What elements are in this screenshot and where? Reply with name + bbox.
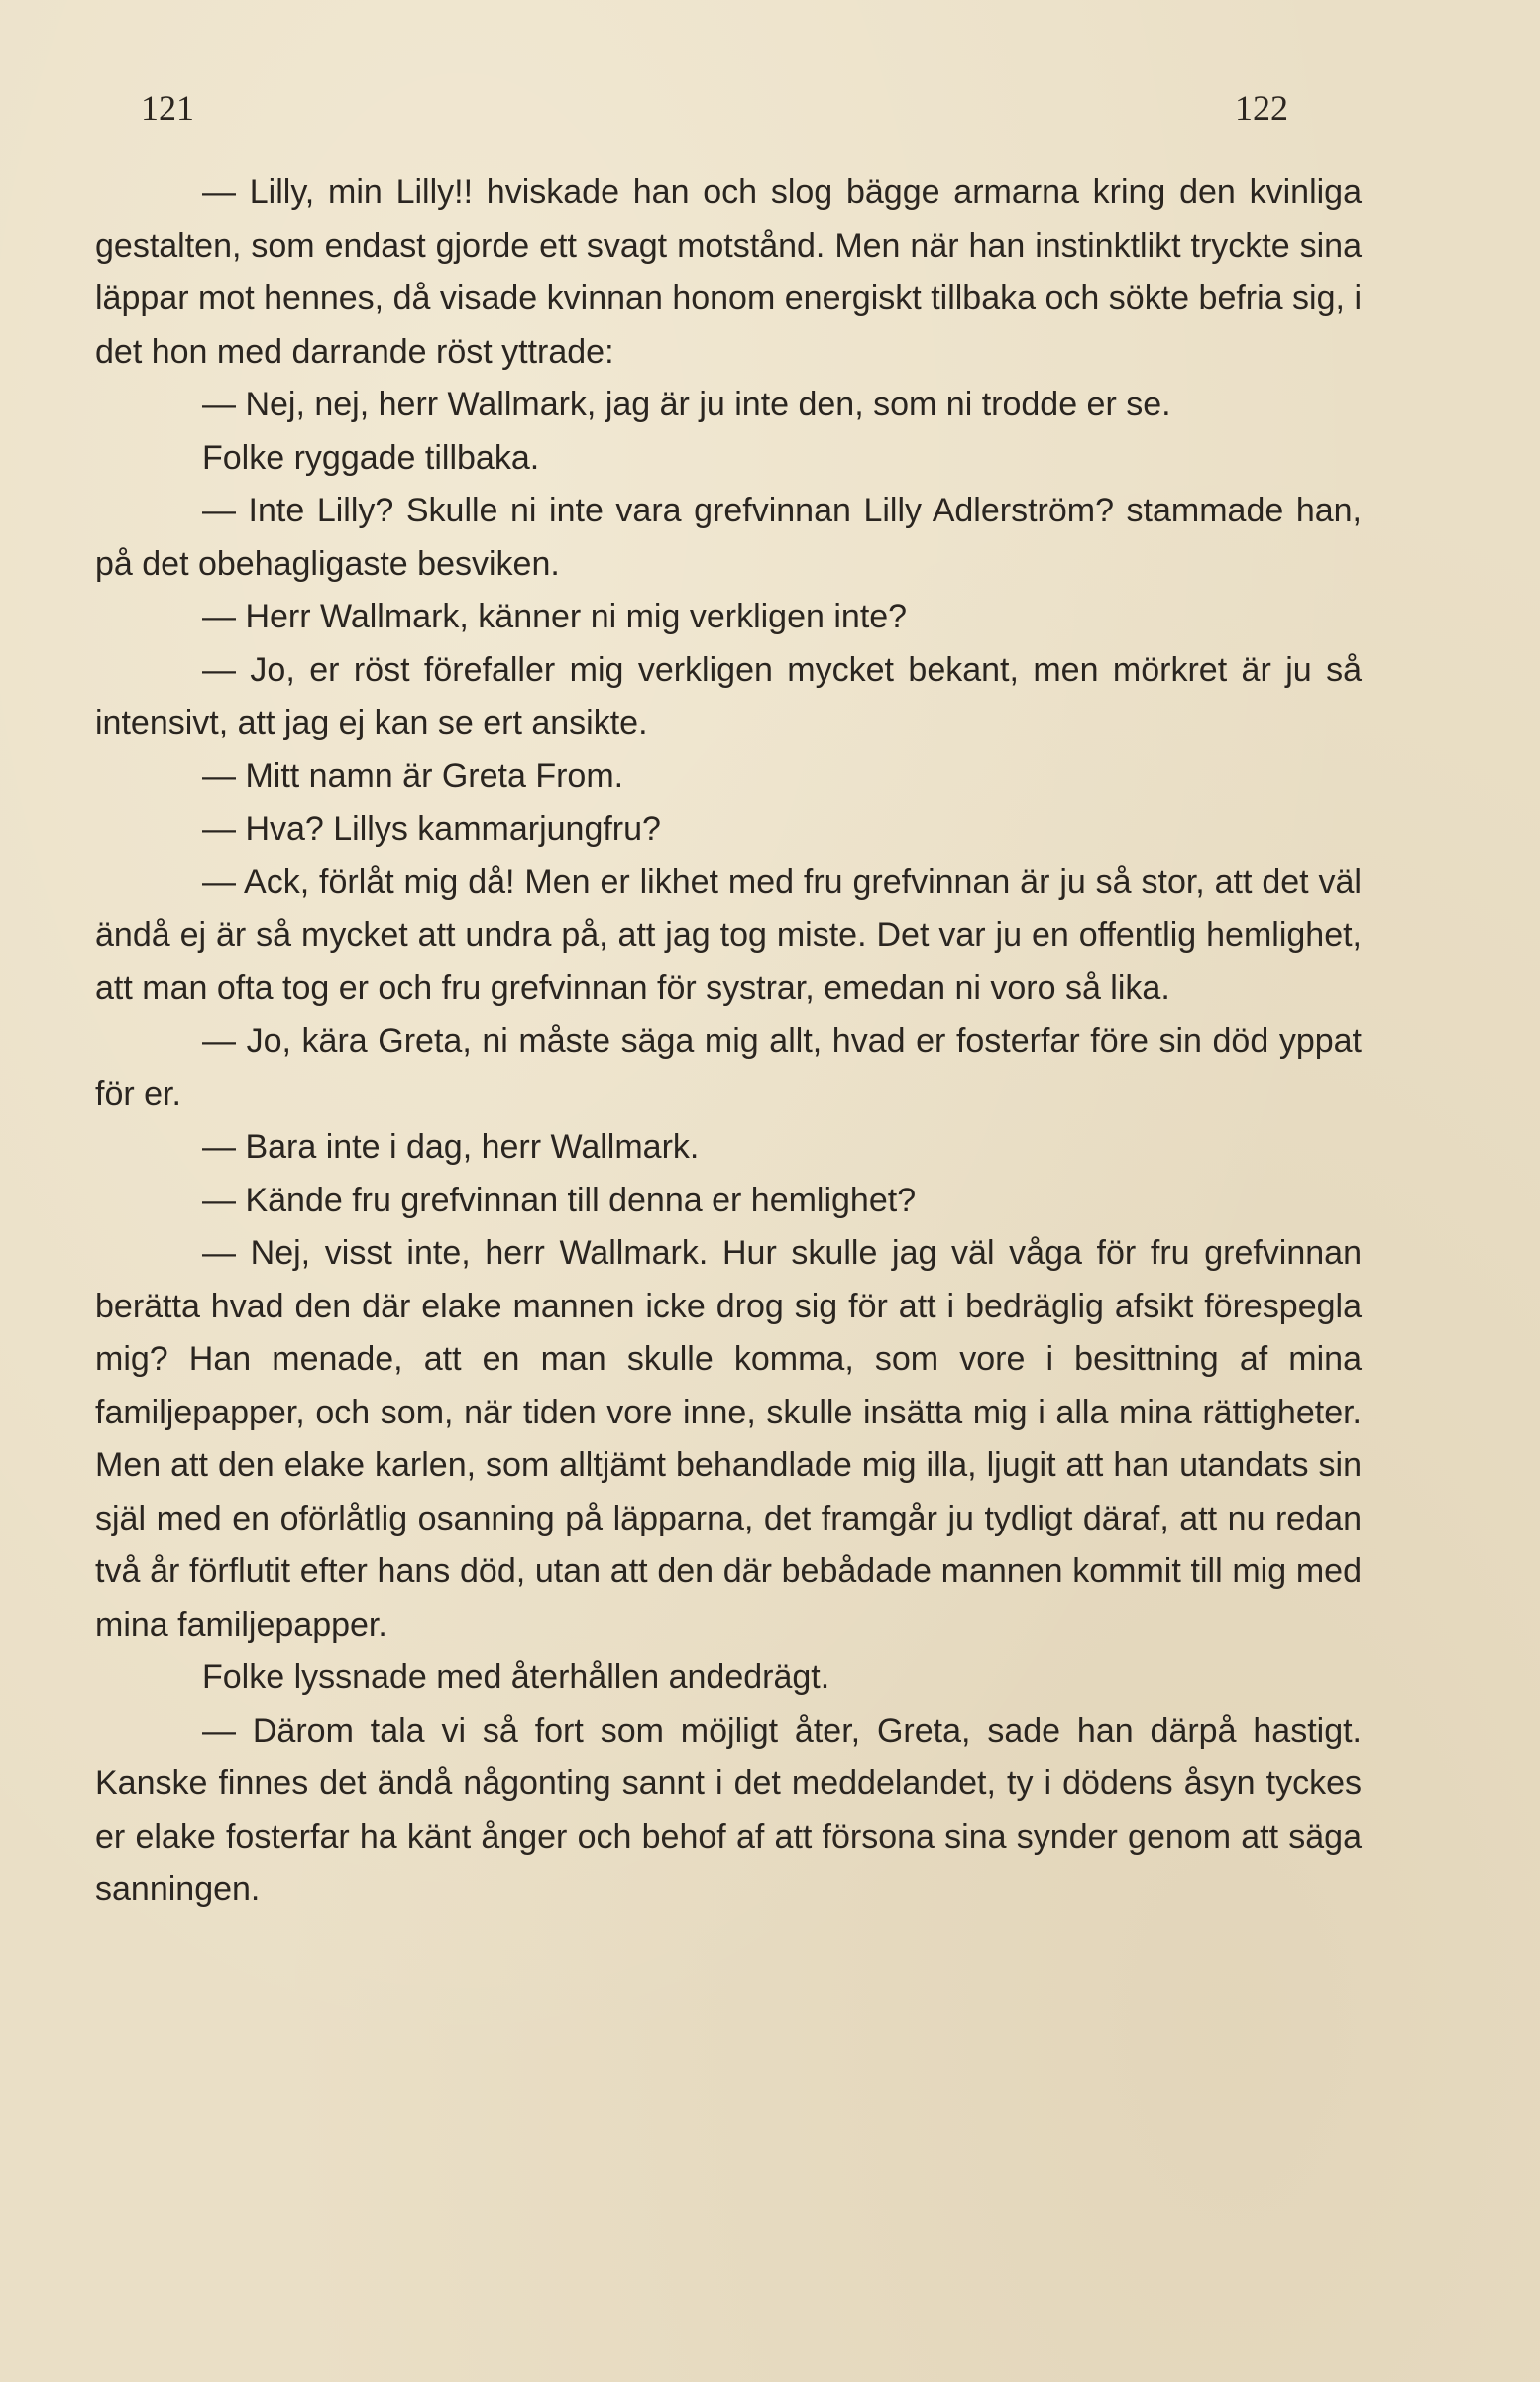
paragraph: — Inte Lilly? Skulle ni inte vara grefvinnan Lilly Adlerström? stammade han, på det obehagligaste besviken. bbox=[95, 492, 1362, 583]
paragraph: — Bara inte i dag, herr Wallmark. bbox=[202, 1128, 700, 1166]
paragraph: — Jo, er röst förefaller mig verkligen mycket bekant, men mörkret är ju så intensivt, att jag ej kan se ert ansikte. bbox=[95, 650, 1362, 741]
paragraph: — Nej, visst inte, herr Wallmark. Hur skulle jag väl våga för fru grefvinnan berätta hvad den där elake mannen icke drog sig för att i bedräglig afsikt förespegla mig? Han menade, att en man skulle komma, som vore i besittning af mina familjepapper, och som, när tiden vore inne, skulle insätta mig i alla mina rättigheter. Men att den elake karlen, som alltjämt behandlade mig illa, ljugit att han utandats sin själ med en oförlåtlig osanning på läpparna, det framgår ju tydligt däraf, att nu redan två år förflutit efter hans död, utan att den där bebådade mannen kommit till mig med mina familjepapper. bbox=[95, 1234, 1362, 1644]
paragraph: — Lilly, min Lilly!! hviskade han och slog bägge armarna kring den kvinliga gestalten, som endast gjorde ett svagt motstånd. Men när han instinktlikt tryckte sina läppar mot hennes, då visade kvinnan honom energiskt tillbaka och sökte befria sig, i det hon med darrande röst yttrade: bbox=[95, 173, 1362, 371]
right-page-number: 122 bbox=[1235, 88, 1288, 128]
paragraph: — Kände fru grefvinnan till denna er hemlighet? bbox=[202, 1181, 917, 1219]
paragraph: — Nej, nej, herr Wallmark, jag är ju inte den, som ni trodde er se. bbox=[202, 386, 1171, 423]
paragraph: — Därom tala vi så fort som möjligt åter, Greta, sade han därpå hastigt. Kanske finnes det ändå någonting sannt i det meddelandet, ty i dödens åsyn tyckes er elake fosterfar ha känt ånger och behof af att försona sina synder genom att säga sanningen. bbox=[95, 1711, 1362, 1908]
paragraph: — Mitt namn är Greta From. bbox=[202, 756, 624, 795]
paragraph: Folke ryggade tillbaka. bbox=[202, 438, 540, 477]
paragraph: Folke lyssnade med återhållen andedrägt. bbox=[202, 1658, 830, 1696]
paragraph: — Jo, kära Greta, ni måste säga mig allt, hvad er fosterfar före sin död yppat för er. bbox=[95, 1022, 1362, 1113]
left-page-number: 121 bbox=[141, 88, 194, 128]
body-text bbox=[95, 167, 1362, 1917]
paragraph: — Herr Wallmark, känner ni mig verkligen inte? bbox=[202, 598, 908, 635]
paragraph: — Hva? Lillys kammarjungfru? bbox=[202, 810, 661, 848]
paragraph: — Ack, förlåt mig då! Men er likhet med fru grefvinnan är ju så stor, att det väl ändå ej är så mycket att undra på, att jag tog miste. Det var ju en offentlig hemlighet, att man ofta tog er och fru grefvinnan för systrar, emedan ni voro så lika. bbox=[95, 862, 1362, 1007]
